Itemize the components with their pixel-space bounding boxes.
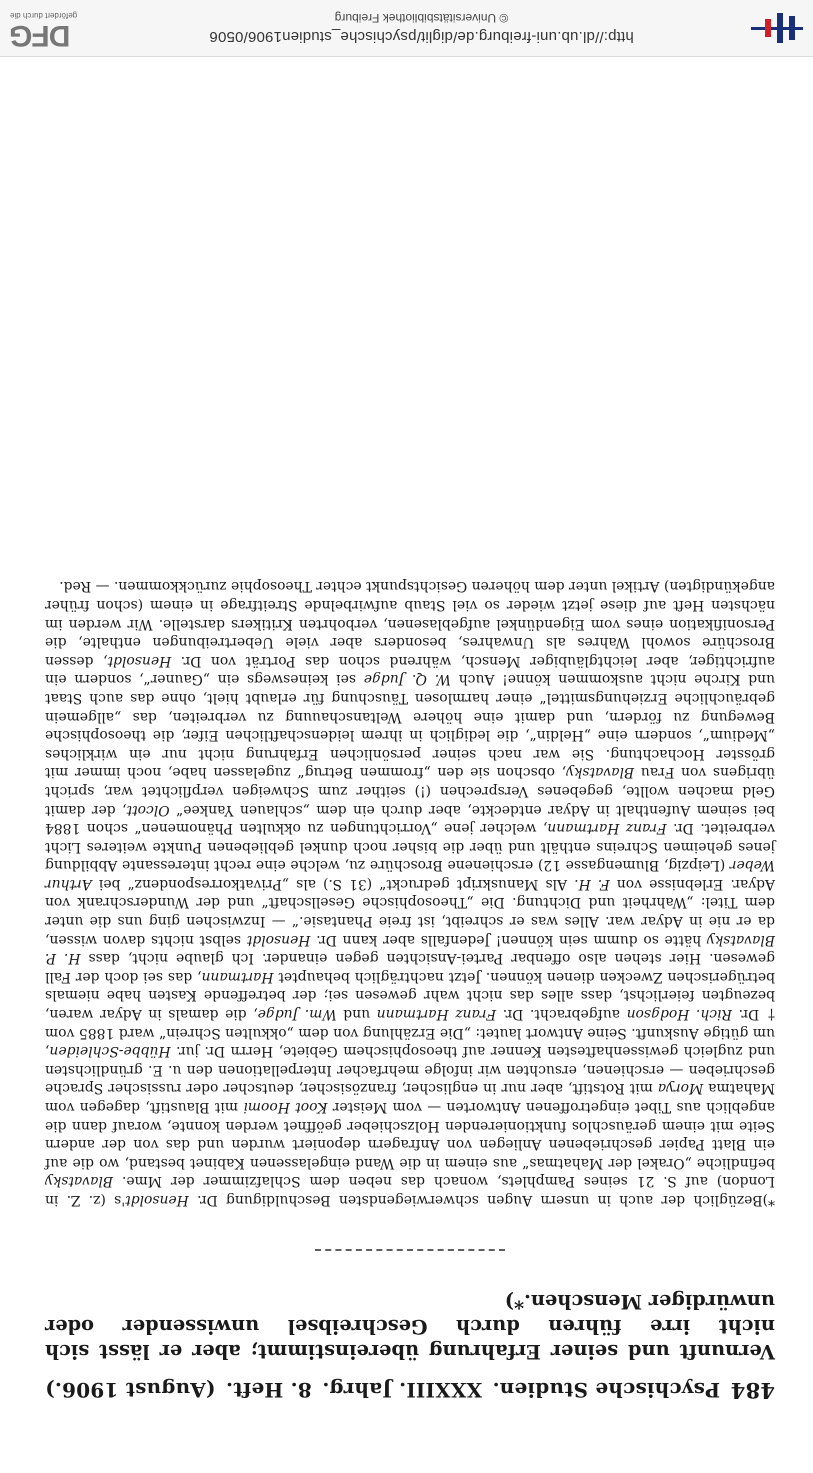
page-text-block [45,577,775,1403]
person-name: Hübbe-Schleiden [49,1043,171,1060]
person-name: Wm. Judge [257,1006,337,1023]
footnote-text: hätte so dumm sein können! Jedenfalls aber kann Dr. [310,931,707,948]
lead-paragraph: Vernunft und seiner Erfahrung übereinstimmt; aber er lässt sich nicht irre führen durch Geschreibsel unwissender oder unwürdiger Menschen.*) [45,1290,775,1363]
person-name: Koot Hoomi [243,1099,328,1116]
footnote-text: , die damals in Adyar waren, bezeugten feierlichst, dass alles das nicht wahr gewesen sei; der betreffende Kasten habe niemals betrügerischen Zwecken dienen können. Jetzt nachträglich behauptet [45,968,775,1023]
volume-label: XXXIII. Jahrg. [322,1378,482,1402]
person-name: Blavatsky [45,1173,114,1190]
footnote-text: und [336,1006,377,1023]
person-name: Blavatsky [566,764,635,781]
footnote-text: mit Blaustift, dagegen vom Mahatma [45,1080,775,1116]
footnote [45,577,775,1209]
footnote-text: , obschon sie den „frommen Betrug“ zugelassen habe, noch immer mit grösster Hochachtung. Sie war nach seiner persönlichen Erfahrung nicht nur ein wirkliches „Medium“, sondern eine „Heldin“, die lediglich in ihrem leidenschaftlichen Eifer, die theosophische Bewegung zu fördern, und damit eine höhere Weltanschauung zu verbreiten, das „allgemein gebräuchliche Erziehungsmittel“ einer harmlosen Täuschung für erlaubt hielt, ohne das auch Staat und Kirche nicht auskommen könne! Auch [45,671,775,781]
running-head [45,1378,775,1403]
footnote-text: , dessen Broschüre sowohl Wahres als Unwahres, besonders aber viele Uebertreibungen enthalte, die Personifikation eines vom Eigendünkel aufgeblasenen, verbohrten Kritikers darstelle. Wir werden im nächsten Heft auf diese jetzt wieder so viel Staub aufwirbelnde Streitfrage in einem (schon früher angekündigten) Artikel unter dem höheren Gesichtspunkt echter Theosophie zurückkommen. — Red. [45,578,775,669]
footer-bar [0,0,813,57]
permalink-url[interactable]: http://dl.ub.uni-freiburg.de/diglit/psychische_studien1906/0506 [209,28,634,45]
person-name: Hartmann [201,968,274,985]
footnote-text: , der damit Geld machen wollte, gegebenes Versprechen (!) seither zum Schweigen verpflichtet war, spricht übrigens von Frau [45,764,775,818]
footnote-text: aufgebracht. Dr. [496,1006,627,1023]
dfg-logo-subtitle: gefördert durch die [10,11,78,20]
person-name: H. P. Blavatsky [45,931,775,967]
person-name: Franz Hartmann [376,1006,497,1023]
footnote-marker: *) [762,1192,775,1208]
person-name: Hensoldt [246,931,311,948]
footnote-text: selbst nichts davon wissen, da er nie in Adyar war. Alles was er schreibt, ist freie Phantasie.“ — Inzwischen ging uns die unter dem Titel: „Wahrheit und Dichtung. Die „Theosophische Gesellschaft“ und der Wunderschrank von Adyar. Erlebnisse von [44,875,775,948]
person-name: F. H. [574,875,610,892]
dfg-logo-icon[interactable] [10,6,92,50]
person-name: Olcott [126,801,170,818]
dfg-logo-mark: DFG [10,19,71,52]
footnote-text: 's (z. Z. in London) auf S. 21 seines Pamphlets, wonach das neben dem Schlafzimmer der Mme. [45,1173,775,1208]
footnote-text: mit Rotstift, aber nur in englischer, französischer, deutscher oder russischer Sprache geschrieben — erschienen, ersuchten wir infolge mehrfacher Interpellationen den u. E. gründlichsten und zugleich gewissenhaftesten Kenner auf theosophischem Gebiete, Herrn Dr. jur. [44,1043,775,1097]
person-name: Franz Hartmann [547,820,667,837]
person-name: Hensoldt [125,1192,189,1208]
person-name: Morya [657,1080,704,1097]
person-name: Hensoldt [107,652,172,669]
person-name: Rich. Hodgson [626,1006,732,1023]
footnote-text: Als Manuskript gedruckt“ (31 S.) als „Privatkorrespondenz“ bei [91,875,575,892]
issue-label: 8. Heft. [225,1378,312,1402]
page-number: 484 [730,1378,775,1403]
footnote-text: (Leipzig, Blumengasse 12) erschienene Broschüre zu, welche eine recht interessante Abbildung jenes geheimen Schreins enthält und über die bisher noch dunkel gebliebenen Punkte weiteres Licht verbreitet. Dr. [45,820,775,874]
footnote-text: , das sei doch der Fall gewesen. Hier stehen also offenbar Partei-Ansichten gegen einander. Ich glaube nicht, dass [45,950,775,985]
footnote-text: befindliche „Orakel der Mahatmas“ aus einem in die Wand eingelassenen Kabinet bestand, wo die auf ein Blatt Papier geschriebenen Anliegen von Anfragern deponiert wurden und das von der andern Seite mit einem geräuschlos funktionierenden Holzschieber geöffnet werden konnte, worauf dann die angeblich aus Tibet eingetroffenen Antworten — vom Meister [45,1099,775,1171]
footer-info [92,11,751,45]
person-name: W. Q. Judge [363,671,452,688]
footnote-text: , um gütige Auskunft. Seine Antwort lautet: „Die Erzählung von dem „okkulten Schrein“ ward 1885 vom † Dr. [45,1006,775,1060]
footnote-text: sei keineswegs ein „Gauner“, sondern ein aufrichtiger, aber leichtgläubiger Mensch, während schon das Porträt von Dr. [45,652,775,688]
journal-title: Psychische Studien. [492,1378,721,1402]
issue-date: (August 1906.) [45,1378,216,1402]
copyright-notice: © Universitätsbibliothek Freiburg [334,11,509,25]
person-name: Arthur Weber [45,857,775,892]
footnote-text: , welcher jene „Vorrichtungen zu okkulten Phänomenen“ schon 1884 bei seinem Aufenthalt in Adyar entdeckte, aber durch ein dem „schlauen Yankee“ [44,801,775,837]
section-divider [315,1249,505,1251]
ub-freiburg-logo-icon[interactable] [751,13,803,43]
footnote-text: Bezüglich der auch in unsern Augen schwerwiegendsten Beschuldigung Dr. [188,1192,763,1208]
